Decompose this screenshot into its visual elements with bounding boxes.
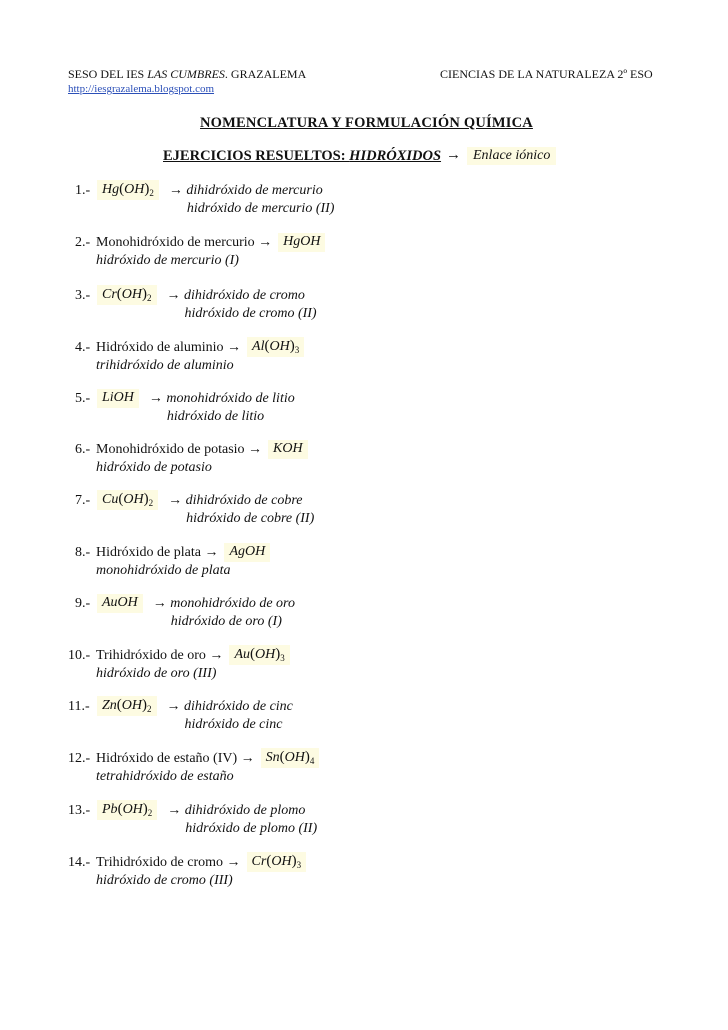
formula-cell (261, 748, 320, 768)
exercise-name: Hidróxido de aluminio → (96, 340, 242, 355)
formula-paren-open: ( (116, 697, 122, 713)
chemical-formula (278, 233, 325, 252)
subtitle-prefix: EJERCICIOS RESUELTOS: (163, 148, 350, 164)
exercise-number: 6.- (75, 442, 91, 457)
formula-element: AgOH (229, 544, 266, 559)
chemical-formula (97, 285, 157, 305)
formula-cell (97, 593, 143, 613)
exercise-number: 2.- (75, 235, 91, 250)
formula-subscript: 2 (147, 293, 152, 303)
formula-subscript: 2 (147, 808, 153, 818)
exercise-answer-line2: hidróxido de mercurio (I) (96, 253, 239, 268)
subtitle-topic: HIDRÓXIDOS (349, 148, 442, 164)
formula-cell (229, 645, 289, 665)
formula-subscript: 3 (294, 345, 300, 355)
exercise-answer-line2: hidróxido de cinc (184, 717, 283, 732)
formula-element: Hg (102, 182, 120, 197)
formula-element: AuOH (102, 595, 138, 610)
header-left (68, 67, 306, 82)
formula-element: LiOH (102, 390, 134, 405)
exercise-number: 9.- (75, 596, 91, 611)
formula-hydroxide: OH (122, 802, 143, 817)
formula-cell (97, 800, 157, 820)
formula-hydroxide: OH (121, 287, 143, 302)
formula-cell (247, 337, 304, 357)
exercise-answer-line2: hidróxido de oro (I) (170, 614, 282, 629)
exercise-answer-line1: → dihidróxido de cromo (166, 288, 305, 303)
exercise-name: Trihidróxido de oro → (96, 648, 224, 663)
subtitle-arrow: → (446, 147, 461, 163)
formula-subscript: 4 (309, 756, 315, 766)
formula-element: Sn (265, 750, 280, 765)
formula-element: Au (234, 647, 250, 662)
formula-element: Cr (251, 854, 267, 869)
exercise-name: Hidróxido de estaño (IV) → (96, 751, 255, 766)
exercise-answer-line1: → dihidróxido de cobre (168, 493, 303, 508)
chemical-formula (97, 180, 159, 200)
formula-paren-close: ) (142, 286, 148, 302)
exercise-answer-line1: → dihidróxido de plomo (167, 803, 306, 818)
formula-element: Zn (102, 698, 117, 713)
exercise-answer-line2: hidróxido de cobre (II) (186, 511, 315, 526)
exercise-answer-line2: tetrahidróxido de estaño (96, 769, 234, 784)
formula-cell (97, 388, 139, 408)
formula-paren-open: ( (118, 491, 124, 507)
exercise-number: 7.- (75, 493, 91, 508)
exercise-answer-line1: → dihidróxido de mercurio (168, 183, 323, 198)
exercise-answer-line2: hidróxido de mercurio (II) (186, 201, 335, 216)
formula-subscript: 3 (280, 653, 285, 663)
formula-element: Pb (102, 802, 118, 817)
formula-element: KOH (273, 441, 303, 456)
formula-hydroxide: OH (271, 854, 292, 869)
exercise-number: 11.- (68, 699, 90, 714)
formula-cell (97, 285, 157, 305)
exercise-answer-line2: hidróxido de litio (166, 409, 265, 424)
header-right: CIENCIAS DE LA NATURALEZA 2º ESO (440, 67, 653, 81)
exercise-answer-line1: → monohidróxido de oro (152, 596, 295, 611)
formula-cell (97, 180, 159, 200)
exercise-number: 12.- (68, 751, 91, 766)
exercise-answer-line1: → monohidróxido de litio (148, 391, 295, 406)
chemical-formula (268, 440, 308, 459)
formula-paren-close: ) (291, 853, 297, 869)
formula-element: Cu (102, 492, 119, 507)
formula-cell (97, 490, 158, 510)
formula-hydroxide: OH (121, 698, 143, 713)
header-left-suffix: . GRAZALEMA (224, 67, 307, 81)
chemical-formula (229, 645, 289, 665)
formula-hydroxide: OH (123, 492, 144, 507)
formula-hydroxide: OH (255, 647, 276, 662)
formula-hydroxide: OH (269, 339, 290, 354)
formula-cell (224, 542, 270, 562)
exercise-answer-line2: hidróxido de cromo (III) (96, 873, 233, 888)
chemical-formula (97, 696, 157, 716)
formula-paren-open: ( (250, 646, 255, 662)
chemical-formula (97, 800, 157, 820)
exercise-name: Trihidróxido de cromo → (96, 855, 241, 870)
exercise-number: 8.- (75, 545, 91, 560)
formula-paren-close: ) (142, 697, 148, 713)
formula-paren-close: ) (143, 491, 149, 507)
header-left-prefix: SESO DEL IES (68, 67, 148, 81)
exercise-name: Monohidróxido de potasio → (96, 442, 263, 457)
exercise-answer-line2: hidróxido de cromo (II) (184, 306, 317, 321)
formula-paren-open: ( (266, 853, 272, 869)
formula-paren-close: ) (304, 749, 310, 765)
chemical-formula (247, 337, 304, 357)
exercise-number: 10.- (68, 648, 91, 663)
formula-paren-open: ( (119, 181, 125, 197)
page-title: NOMENCLATURA Y FORMULACIÓN QUÍMICA (200, 115, 533, 131)
exercise-answer-line2: trihidróxido de aluminio (96, 358, 234, 373)
formula-paren-close: ) (289, 338, 295, 354)
formula-paren-open: ( (279, 749, 285, 765)
chemical-formula (224, 543, 270, 562)
chemical-formula (97, 389, 139, 408)
exercise-answer-line2: hidróxido de plomo (II) (185, 821, 318, 836)
formula-subscript: 2 (149, 188, 154, 198)
subtitle (163, 148, 441, 165)
formula-cell (97, 696, 157, 716)
formula-element: Cr (102, 287, 117, 302)
formula-paren-open: ( (117, 801, 123, 817)
formula-cell (278, 232, 325, 252)
formula-hydroxide: OH (284, 750, 305, 765)
exercise-answer-line2: monohidróxido de plata (96, 563, 231, 578)
formula-paren-open: ( (264, 338, 270, 354)
exercise-number: 13.- (68, 803, 91, 818)
formula-element: HgOH (283, 234, 321, 249)
exercise-answer-line1: → dihidróxido de cinc (166, 699, 293, 714)
formula-subscript: 2 (147, 704, 152, 714)
formula-paren-close: ) (144, 181, 150, 197)
exercise-number: 3.- (75, 288, 91, 303)
exercise-answer-line2: hidróxido de oro (III) (96, 666, 217, 681)
exercise-number: 4.- (75, 340, 91, 355)
formula-subscript: 2 (148, 498, 154, 508)
chemical-formula (261, 748, 320, 768)
formula-subscript: 3 (296, 860, 302, 870)
formula-paren-close: ) (275, 646, 281, 662)
formula-hydroxide: OH (124, 182, 145, 197)
formula-element: Al (252, 339, 265, 354)
chemical-formula (97, 490, 158, 510)
formula-paren-close: ) (142, 801, 148, 817)
chemical-formula (247, 852, 307, 872)
chemical-formula (97, 594, 143, 613)
formula-cell (268, 439, 308, 459)
exercise-number: 14.- (68, 855, 91, 870)
exercise-number: 1.- (75, 183, 91, 198)
formula-cell (247, 852, 307, 872)
exercise-number: 5.- (75, 391, 91, 406)
exercise-name: Hidróxido de plata → (96, 545, 219, 560)
enlace-ionico-badge: Enlace iónico (467, 147, 556, 165)
header-link[interactable]: http://iesgrazalema.blogspot.com (68, 83, 215, 95)
header-left-italic: LAS CUMBRES (147, 67, 225, 81)
formula-paren-open: ( (116, 286, 122, 302)
exercise-answer-line2: hidróxido de potasio (96, 460, 212, 475)
exercise-name: Monohidróxido de mercurio → (96, 235, 273, 250)
